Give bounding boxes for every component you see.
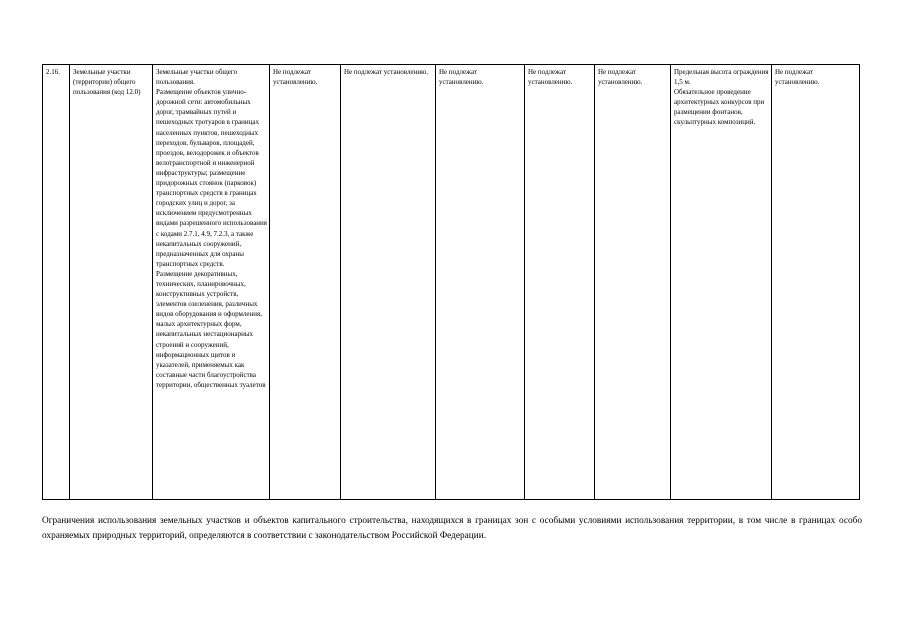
land-use-regulations-table (42, 64, 860, 500)
col7-cell (525, 65, 595, 500)
description-cell (153, 65, 270, 500)
row-number-cell (43, 65, 70, 500)
col5-cell (341, 65, 436, 500)
col7-text: Не подлежат установлению. (528, 68, 573, 87)
col5-text: Не подлежат установлению. (344, 68, 429, 76)
col8-cell (595, 65, 671, 500)
row-number: 2.16. (46, 68, 60, 76)
land-type-cell (70, 65, 153, 500)
col6-text: Не подлежат установлению. (439, 68, 484, 87)
col4-cell (270, 65, 341, 500)
land-type-text: Земельные участки (территории) общего пользования (код 12.0) (73, 68, 141, 97)
description-text: Земельные участки общего пользования. Размещение объектов улично-дорожной сети: автомобильных дорог, трамвайных путей и пешеходных тротуаров в границах населенных пунктов, пешеходных переходов, бульваров, площадей, проездов, велодорожек и объектов велотранспортной и инженерной инфраструктуры; размещение придорожных стоянок (парковок) транспортных средств в границах городских улиц и дорог, за исключением предусмотренных видами разрешенного использования с кодами 2.7.1, 4.9, 7.2.3, а также некапитальных сооружений, предназначенных для охраны транспортных средств. Размещение декоративных, технических, планировочных, конструктивных устройств, элементов озеленения, различных видов оборудования и оформления, малых архитектурных форм, некапитальных нестационарных строений и сооружений, информационных щитов и указателей, применяемых как составные части благоустройства территории, общественных туалетов (156, 68, 268, 389)
col9-cell (671, 65, 772, 500)
col8-text: Не подлежат установлению. (598, 68, 643, 87)
col10-text: Не подлежат установлению. (775, 68, 820, 87)
col6-cell (436, 65, 525, 500)
col9-text: Предельная высота ограждения 1,5 м. Обязательное проведение архитектурных конкурсов при размещении фонтанов, скульптурных композиций. (674, 68, 769, 127)
col4-text: Не подлежат установлению. (273, 68, 318, 87)
footnote-paragraph: Ограничения использования земельных участков и объектов капитального строительства, находящихся в границах зон с особыми условиями использования территории, в том числе в границах особо охраняемых природных территорий, определяются в соответствии с законодательством Российской Федерации. (42, 516, 862, 542)
col10-cell (772, 65, 860, 500)
table-row (43, 65, 860, 500)
